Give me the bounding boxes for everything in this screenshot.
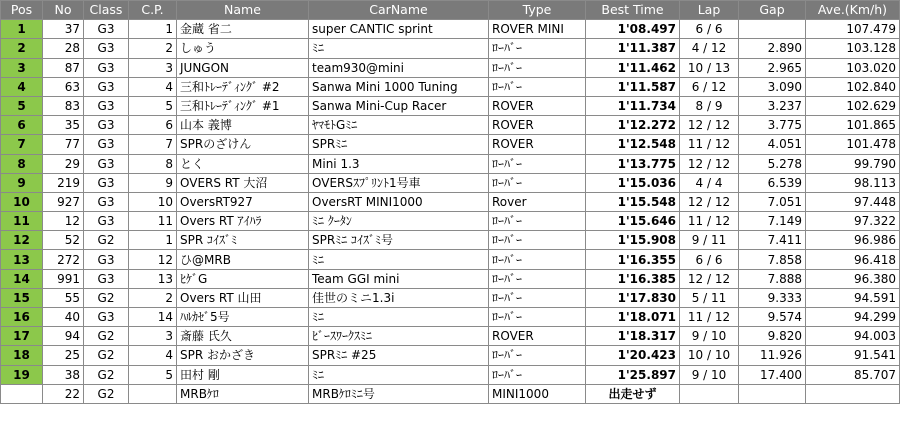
number-cell: 94: [43, 327, 84, 346]
gap-cell: 6.539: [739, 173, 806, 192]
lap-cell: 10 / 13: [680, 58, 739, 77]
type-cell: ﾛｰﾊﾞｰ: [489, 173, 586, 192]
cp-cell: 14: [129, 308, 177, 327]
class-cell: G2: [84, 346, 129, 365]
gap-cell: 17.400: [739, 365, 806, 384]
average-speed-cell: 94.299: [806, 308, 900, 327]
pos-cell: [1, 384, 43, 403]
type-cell: ﾛｰﾊﾞｰ: [489, 288, 586, 307]
gap-cell: 3.237: [739, 96, 806, 115]
number-cell: 52: [43, 231, 84, 250]
car-name-cell: SPRﾐﾆ ｺｲｽﾞﾐ号: [309, 231, 489, 250]
car-name-cell: Sanwa Mini 1000 Tuning: [309, 77, 489, 96]
col-name: Name: [177, 1, 309, 20]
lap-cell: 4 / 4: [680, 173, 739, 192]
class-cell: G3: [84, 116, 129, 135]
car-name-cell: ﾔﾏﾓﾄGﾐﾆ: [309, 116, 489, 135]
cp-cell: 11: [129, 212, 177, 231]
average-speed-cell: [806, 384, 900, 403]
table-row: [1, 384, 900, 403]
number-cell: 29: [43, 154, 84, 173]
average-speed-cell: 85.707: [806, 365, 900, 384]
class-cell: G2: [84, 231, 129, 250]
lap-cell: 8 / 9: [680, 96, 739, 115]
best-time-cell: 1'13.775: [586, 154, 680, 173]
type-cell: ROVER: [489, 116, 586, 135]
table-row: [1, 58, 900, 77]
class-cell: G2: [84, 288, 129, 307]
car-name-cell: MRBｹﾛﾐﾆ号: [309, 384, 489, 403]
driver-name-cell: ひ@MRB: [177, 250, 309, 269]
class-cell: G3: [84, 154, 129, 173]
driver-name-cell: ﾋｹﾞG: [177, 269, 309, 288]
table-row: [1, 192, 900, 211]
class-cell: G3: [84, 308, 129, 327]
best-time-cell: 1'17.830: [586, 288, 680, 307]
lap-cell: 9 / 10: [680, 327, 739, 346]
class-cell: G3: [84, 39, 129, 58]
lap-cell: 10 / 10: [680, 346, 739, 365]
average-speed-cell: 103.128: [806, 39, 900, 58]
driver-name-cell: 金蔵 省二: [177, 20, 309, 39]
average-speed-cell: 98.113: [806, 173, 900, 192]
car-name-cell: ﾐﾆ: [309, 308, 489, 327]
cp-cell: 5: [129, 365, 177, 384]
car-name-cell: Sanwa Mini-Cup Racer: [309, 96, 489, 115]
pos-cell: 19: [1, 365, 43, 384]
car-name-cell: ﾐﾆ ｸｰﾀﾝ: [309, 212, 489, 231]
type-cell: ROVER: [489, 96, 586, 115]
car-name-cell: SPRﾐﾆ: [309, 135, 489, 154]
table-row: [1, 77, 900, 96]
cp-cell: 1: [129, 231, 177, 250]
class-cell: G3: [84, 135, 129, 154]
car-name-cell: super CANTIC sprint: [309, 20, 489, 39]
class-cell: G3: [84, 212, 129, 231]
table-row: [1, 173, 900, 192]
lap-cell: 9 / 10: [680, 365, 739, 384]
driver-name-cell: 斎藤 氏久: [177, 327, 309, 346]
col-gap: Gap: [739, 1, 806, 20]
best-time-cell: 1'20.423: [586, 346, 680, 365]
type-cell: ﾛｰﾊﾞｰ: [489, 39, 586, 58]
class-cell: G3: [84, 96, 129, 115]
average-speed-cell: 102.840: [806, 77, 900, 96]
cp-cell: 13: [129, 269, 177, 288]
class-cell: G3: [84, 58, 129, 77]
gap-cell: 2.890: [739, 39, 806, 58]
pos-cell: 11: [1, 212, 43, 231]
gap-cell: 7.149: [739, 212, 806, 231]
lap-cell: 6 / 6: [680, 20, 739, 39]
number-cell: 25: [43, 346, 84, 365]
pos-cell: 4: [1, 77, 43, 96]
cp-cell: 8: [129, 154, 177, 173]
best-time-cell: 1'15.036: [586, 173, 680, 192]
driver-name-cell: ﾊﾙｶｾﾞ5号: [177, 308, 309, 327]
lap-cell: 12 / 12: [680, 116, 739, 135]
table-row: [1, 96, 900, 115]
lap-cell: 4 / 12: [680, 39, 739, 58]
best-time-cell: 1'18.317: [586, 327, 680, 346]
driver-name-cell: SPRのざけん: [177, 135, 309, 154]
driver-name-cell: 三和ﾄﾚｰﾃﾞｨﾝｸﾞ #1: [177, 96, 309, 115]
number-cell: 77: [43, 135, 84, 154]
number-cell: 28: [43, 39, 84, 58]
lap-cell: 12 / 12: [680, 192, 739, 211]
type-cell: MINI1000: [489, 384, 586, 403]
pos-cell: 1: [1, 20, 43, 39]
car-name-cell: ﾐﾆ: [309, 250, 489, 269]
class-cell: G3: [84, 269, 129, 288]
car-name-cell: ﾐﾆ: [309, 365, 489, 384]
col-no: No: [43, 1, 84, 20]
average-speed-cell: 97.322: [806, 212, 900, 231]
type-cell: ﾛｰﾊﾞｰ: [489, 346, 586, 365]
lap-cell: 5 / 11: [680, 288, 739, 307]
number-cell: 991: [43, 269, 84, 288]
best-time-cell: 1'18.071: [586, 308, 680, 327]
best-time-cell: 1'16.385: [586, 269, 680, 288]
average-speed-cell: 94.591: [806, 288, 900, 307]
col-carname: CarName: [309, 1, 489, 20]
lap-cell: [680, 384, 739, 403]
gap-cell: 7.411: [739, 231, 806, 250]
cp-cell: 10: [129, 192, 177, 211]
pos-cell: 3: [1, 58, 43, 77]
driver-name-cell: 田村 剛: [177, 365, 309, 384]
driver-name-cell: とく: [177, 154, 309, 173]
driver-name-cell: OVERS RT 大沼: [177, 173, 309, 192]
type-cell: ﾛｰﾊﾞｰ: [489, 231, 586, 250]
number-cell: 37: [43, 20, 84, 39]
lap-cell: 6 / 12: [680, 77, 739, 96]
car-name-cell: OversRT MINI1000: [309, 192, 489, 211]
best-time-cell: 1'16.355: [586, 250, 680, 269]
number-cell: 40: [43, 308, 84, 327]
cp-cell: 9: [129, 173, 177, 192]
driver-name-cell: Overs RT ｱｲﾊﾗ: [177, 212, 309, 231]
best-time-cell: 出走せず: [586, 384, 680, 403]
number-cell: 38: [43, 365, 84, 384]
gap-cell: 9.333: [739, 288, 806, 307]
cp-cell: 2: [129, 39, 177, 58]
table-row: [1, 116, 900, 135]
header-row: [1, 1, 900, 20]
gap-cell: 3.775: [739, 116, 806, 135]
gap-cell: 7.858: [739, 250, 806, 269]
table-row: [1, 154, 900, 173]
gap-cell: 7.888: [739, 269, 806, 288]
average-speed-cell: 97.448: [806, 192, 900, 211]
cp-cell: 4: [129, 346, 177, 365]
car-name-cell: ﾋﾞｰｽﾜｰｸｽﾐﾆ: [309, 327, 489, 346]
table-row: [1, 346, 900, 365]
gap-cell: 7.051: [739, 192, 806, 211]
average-speed-cell: 101.478: [806, 135, 900, 154]
class-cell: G3: [84, 173, 129, 192]
type-cell: ﾛｰﾊﾞｰ: [489, 212, 586, 231]
gap-cell: [739, 384, 806, 403]
best-time-cell: 1'12.272: [586, 116, 680, 135]
table-row: [1, 365, 900, 384]
class-cell: G3: [84, 250, 129, 269]
pos-cell: 10: [1, 192, 43, 211]
table-row: [1, 20, 900, 39]
class-cell: G2: [84, 327, 129, 346]
number-cell: 272: [43, 250, 84, 269]
driver-name-cell: 山本 義博: [177, 116, 309, 135]
col-pos: Pos: [1, 1, 43, 20]
lap-cell: 11 / 12: [680, 212, 739, 231]
gap-cell: 4.051: [739, 135, 806, 154]
class-cell: G3: [84, 77, 129, 96]
average-speed-cell: 96.986: [806, 231, 900, 250]
type-cell: ﾛｰﾊﾞｰ: [489, 77, 586, 96]
number-cell: 83: [43, 96, 84, 115]
table-row: [1, 135, 900, 154]
type-cell: ﾛｰﾊﾞｰ: [489, 308, 586, 327]
average-speed-cell: 101.865: [806, 116, 900, 135]
average-speed-cell: 99.790: [806, 154, 900, 173]
driver-name-cell: しゅう: [177, 39, 309, 58]
pos-cell: 6: [1, 116, 43, 135]
type-cell: ROVER MINI: [489, 20, 586, 39]
driver-name-cell: Overs RT 山田: [177, 288, 309, 307]
cp-cell: [129, 384, 177, 403]
pos-cell: 14: [1, 269, 43, 288]
pos-cell: 9: [1, 173, 43, 192]
number-cell: 35: [43, 116, 84, 135]
driver-name-cell: OversRT927: [177, 192, 309, 211]
pos-cell: 15: [1, 288, 43, 307]
gap-cell: 5.278: [739, 154, 806, 173]
type-cell: ﾛｰﾊﾞｰ: [489, 365, 586, 384]
type-cell: Rover: [489, 192, 586, 211]
pos-cell: 2: [1, 39, 43, 58]
number-cell: 55: [43, 288, 84, 307]
car-name-cell: SPRﾐﾆ #25: [309, 346, 489, 365]
col-best-time: Best Time: [586, 1, 680, 20]
car-name-cell: team930@mini: [309, 58, 489, 77]
cp-cell: 7: [129, 135, 177, 154]
col-cp: C.P.: [129, 1, 177, 20]
best-time-cell: 1'08.497: [586, 20, 680, 39]
gap-cell: 9.820: [739, 327, 806, 346]
average-speed-cell: 91.541: [806, 346, 900, 365]
driver-name-cell: SPR ｺｲｽﾞﾐ: [177, 231, 309, 250]
best-time-cell: 1'11.734: [586, 96, 680, 115]
car-name-cell: Team GGI mini: [309, 269, 489, 288]
number-cell: 87: [43, 58, 84, 77]
type-cell: ﾛｰﾊﾞｰ: [489, 269, 586, 288]
pos-cell: 12: [1, 231, 43, 250]
best-time-cell: 1'15.646: [586, 212, 680, 231]
col-class: Class: [84, 1, 129, 20]
number-cell: 12: [43, 212, 84, 231]
gap-cell: 11.926: [739, 346, 806, 365]
driver-name-cell: JUNGON: [177, 58, 309, 77]
cp-cell: 12: [129, 250, 177, 269]
pos-cell: 8: [1, 154, 43, 173]
gap-cell: 9.574: [739, 308, 806, 327]
car-name-cell: ﾐﾆ: [309, 39, 489, 58]
lap-cell: 11 / 12: [680, 308, 739, 327]
col-lap: Lap: [680, 1, 739, 20]
cp-cell: 4: [129, 77, 177, 96]
cp-cell: 2: [129, 288, 177, 307]
best-time-cell: 1'15.908: [586, 231, 680, 250]
table-row: [1, 288, 900, 307]
pos-cell: 7: [1, 135, 43, 154]
pos-cell: 13: [1, 250, 43, 269]
pos-cell: 16: [1, 308, 43, 327]
gap-cell: 2.965: [739, 58, 806, 77]
number-cell: 927: [43, 192, 84, 211]
gap-cell: 3.090: [739, 77, 806, 96]
average-speed-cell: 96.380: [806, 269, 900, 288]
table-row: [1, 212, 900, 231]
cp-cell: 5: [129, 96, 177, 115]
number-cell: 219: [43, 173, 84, 192]
car-name-cell: Mini 1.3: [309, 154, 489, 173]
average-speed-cell: 102.629: [806, 96, 900, 115]
cp-cell: 6: [129, 116, 177, 135]
table-row: [1, 231, 900, 250]
average-speed-cell: 103.020: [806, 58, 900, 77]
type-cell: ROVER: [489, 135, 586, 154]
class-cell: G2: [84, 384, 129, 403]
type-cell: ﾛｰﾊﾞｰ: [489, 154, 586, 173]
type-cell: ﾛｰﾊﾞｰ: [489, 250, 586, 269]
lap-cell: 9 / 11: [680, 231, 739, 250]
class-cell: G3: [84, 192, 129, 211]
lap-cell: 11 / 12: [680, 135, 739, 154]
table-row: [1, 250, 900, 269]
pos-cell: 18: [1, 346, 43, 365]
average-speed-cell: 96.418: [806, 250, 900, 269]
lap-cell: 12 / 12: [680, 269, 739, 288]
driver-name-cell: SPR おかざき: [177, 346, 309, 365]
best-time-cell: 1'15.548: [586, 192, 680, 211]
number-cell: 22: [43, 384, 84, 403]
car-name-cell: OVERSｽﾌﾟﾘﾝﾄ1号車: [309, 173, 489, 192]
best-time-cell: 1'25.897: [586, 365, 680, 384]
best-time-cell: 1'12.548: [586, 135, 680, 154]
cp-cell: 3: [129, 58, 177, 77]
number-cell: 63: [43, 77, 84, 96]
cp-cell: 1: [129, 20, 177, 39]
type-cell: ROVER: [489, 327, 586, 346]
car-name-cell: 佳世のミニ1.3i: [309, 288, 489, 307]
cp-cell: 3: [129, 327, 177, 346]
driver-name-cell: 三和ﾄﾚｰﾃﾞｨﾝｸﾞ #2: [177, 77, 309, 96]
average-speed-cell: 107.479: [806, 20, 900, 39]
gap-cell: [739, 20, 806, 39]
col-type: Type: [489, 1, 586, 20]
best-time-cell: 1'11.462: [586, 58, 680, 77]
lap-cell: 12 / 12: [680, 154, 739, 173]
table-row: [1, 39, 900, 58]
table-row: [1, 327, 900, 346]
type-cell: ﾛｰﾊﾞｰ: [489, 58, 586, 77]
lap-cell: 6 / 6: [680, 250, 739, 269]
table-row: [1, 269, 900, 288]
class-cell: G2: [84, 365, 129, 384]
class-cell: G3: [84, 20, 129, 39]
driver-name-cell: MRBｹﾛ: [177, 384, 309, 403]
best-time-cell: 1'11.587: [586, 77, 680, 96]
col-ave: Ave.(Km/h): [806, 1, 900, 20]
pos-cell: 17: [1, 327, 43, 346]
table-row: [1, 308, 900, 327]
pos-cell: 5: [1, 96, 43, 115]
average-speed-cell: 94.003: [806, 327, 900, 346]
best-time-cell: 1'11.387: [586, 39, 680, 58]
